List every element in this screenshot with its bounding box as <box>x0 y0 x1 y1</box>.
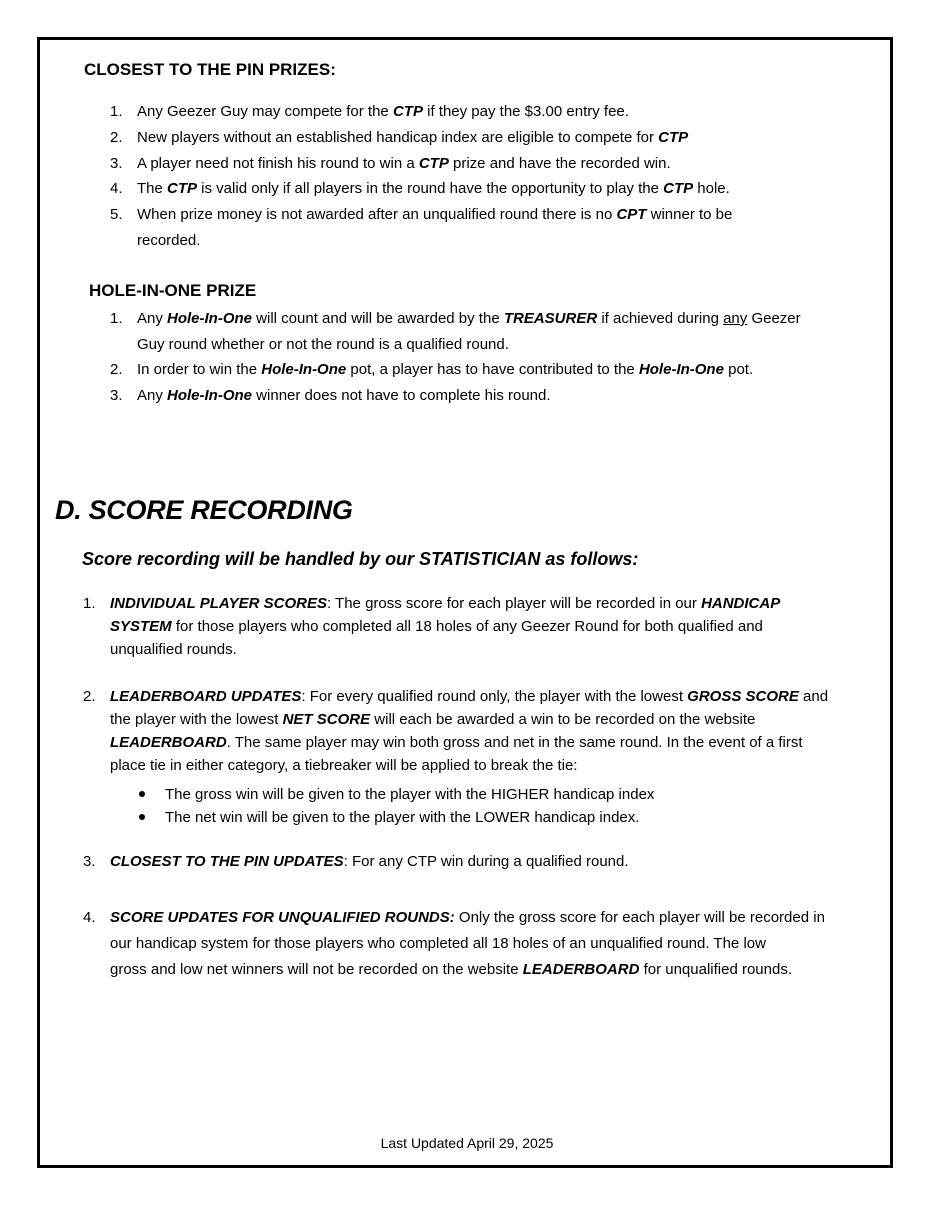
ctp-heading: CLOSEST TO THE PIN PRIZES: <box>84 60 336 79</box>
section-title: D. SCORE RECORDING <box>55 495 353 525</box>
section-subtitle: Score recording will be handled by our STATISTICIAN as follows: <box>82 549 639 569</box>
last-updated-footer: Last Updated April 29, 2025 <box>380 1135 554 1151</box>
hio-heading: HOLE-IN-ONE PRIZE <box>89 281 257 300</box>
bullet-dot <box>139 791 145 797</box>
bullet-dot <box>139 814 145 820</box>
